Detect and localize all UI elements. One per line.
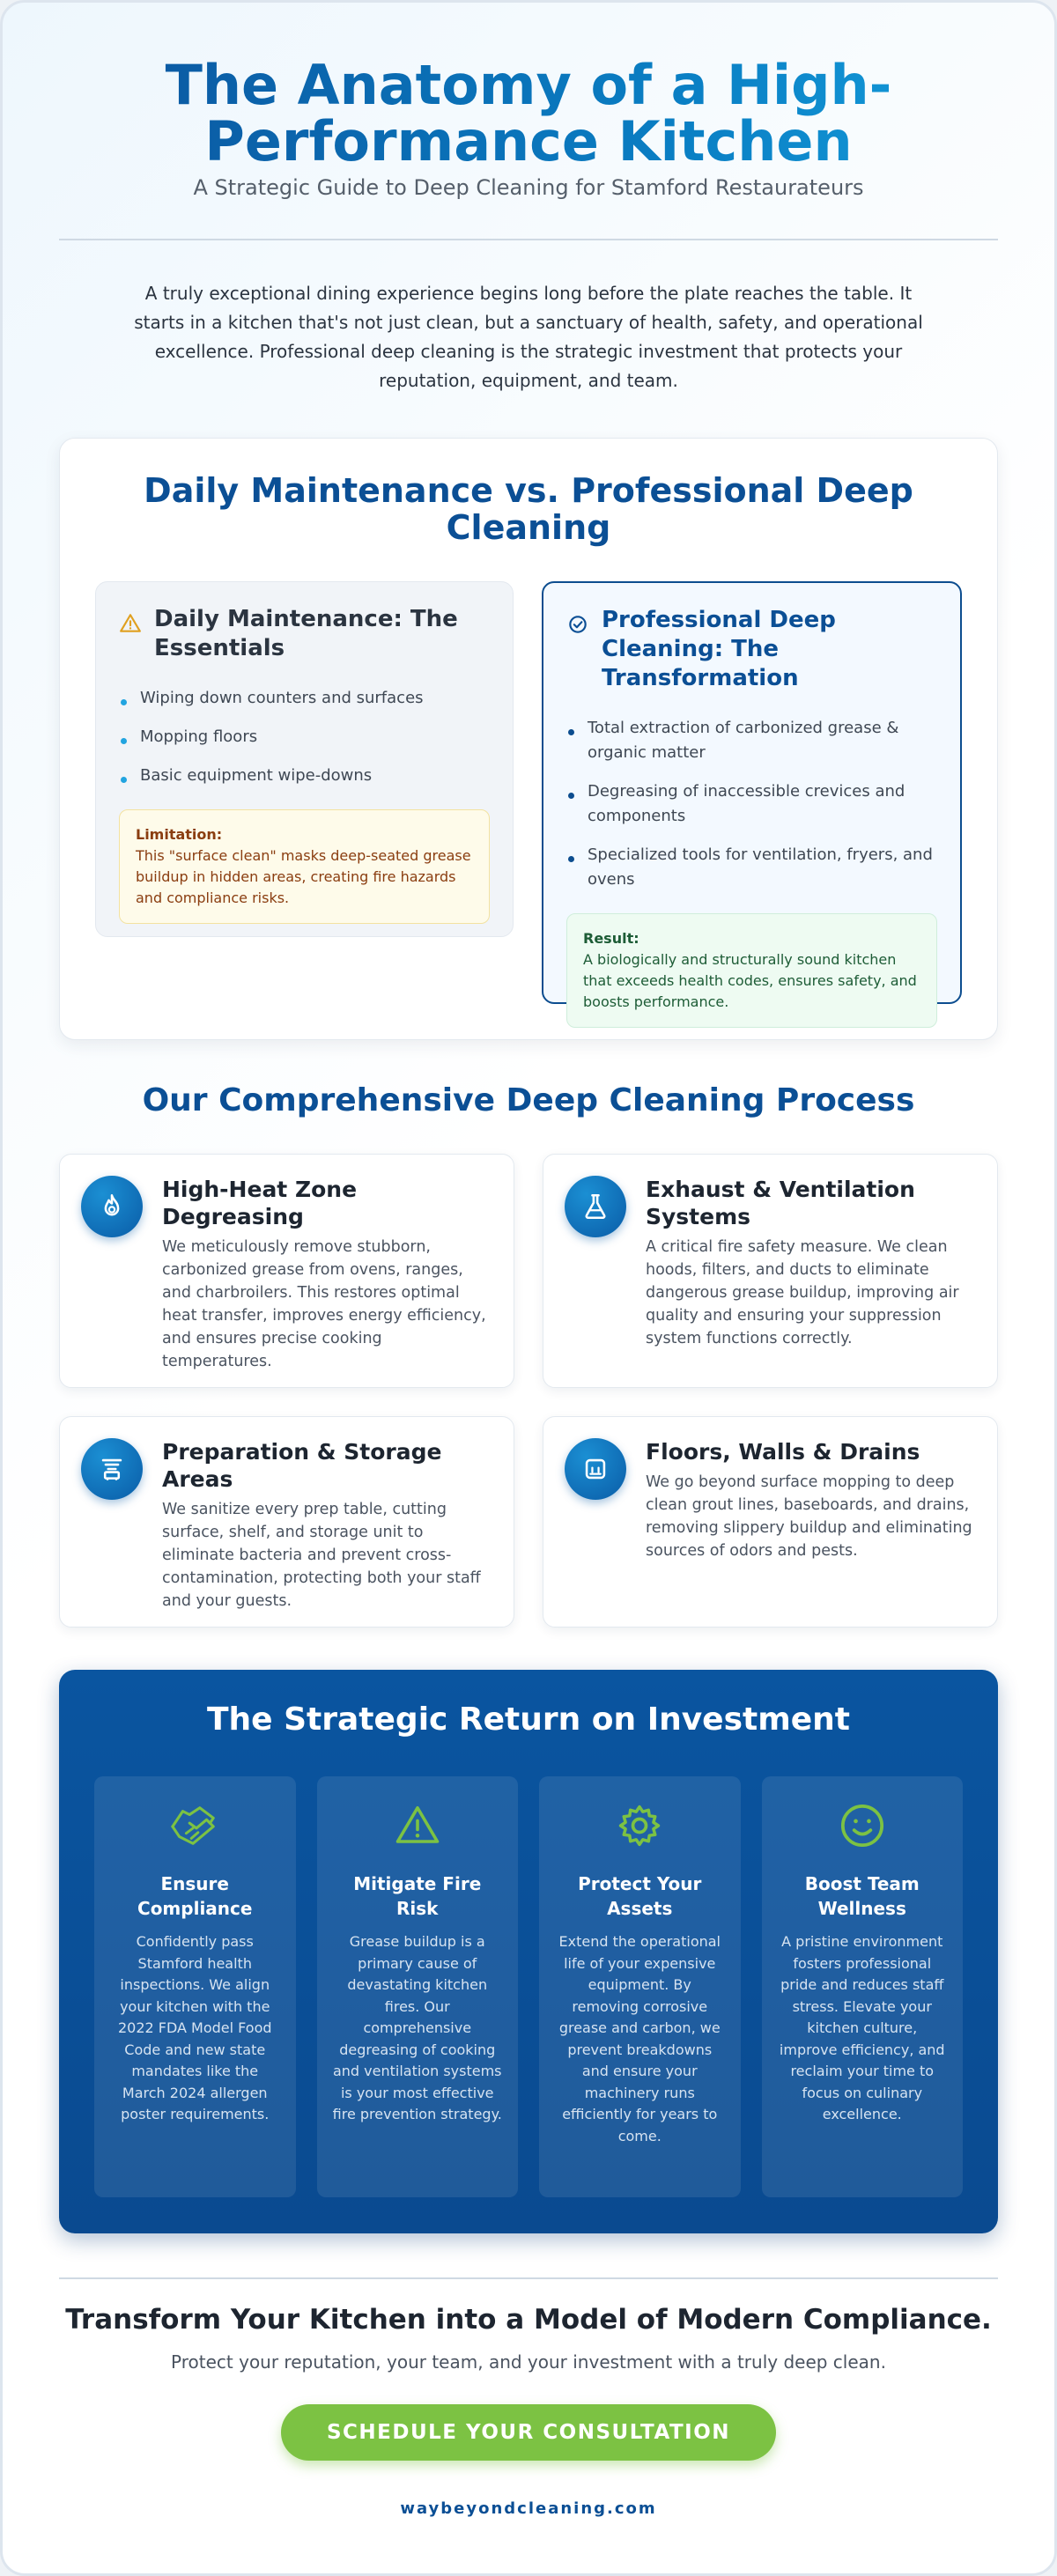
roi-card-title: Protect Your Assets [578, 1873, 702, 1919]
roi-card-text: Confidently pass Stamford health inspections. We align your kitchen with the 2022 FDA Model Food Code and new state mandates like the March 2024 allergen poster requirements. [117, 1933, 272, 2122]
roi-card-wellness [762, 1776, 964, 2197]
result-label: Result: [583, 930, 639, 947]
cta-subtitle: Protect your reputation, your team, and your investment with a truly deep clean. [171, 2351, 886, 2373]
roi-card-text: Extend the operational life of your expensive equipment. By removing corrosive grease and carbon, we prevent breakdowns and ensure your machinery runs efficiently for years to come. [558, 1933, 721, 2144]
storage-shelf-icon [97, 1454, 127, 1484]
roi-grid [94, 1776, 963, 2197]
pro-panel-header [566, 606, 937, 693]
limitation-label: Limitation: [136, 826, 223, 843]
process-grid [59, 1154, 998, 1628]
roi-card-text: Grease buildup is a primary cause of devastating kitchen fires. Our comprehensive degreasing of cooking and ventilation systems is your most effective fire prevention strategy. [332, 1933, 502, 2122]
cta-title: Transform Your Kitchen into a Model of Modern Compliance. [65, 2304, 992, 2336]
service-title: Floors, Walls & Drains [646, 1439, 920, 1465]
service-card-prep-storage [59, 1416, 514, 1628]
flame-icon [97, 1192, 127, 1222]
handshake-icon [167, 1801, 222, 1850]
service-title: Exhaust & Ventilation Systems [646, 1177, 915, 1229]
list-item: Wiping down counters and surfaces [119, 686, 490, 711]
result-note [566, 913, 937, 1028]
comparison-grid [95, 581, 962, 1010]
roi-card-text: A pristine environment fosters professional pride and reduces staff stress. Elevate your kitchen culture, improve efficiency, and reclaim your time to focus on culinary excellence. [779, 1933, 945, 2122]
roi-section [59, 1670, 998, 2233]
service-text: We go beyond surface mopping to deep clean grout lines, baseboards, and drains, removing slippery buildup and eliminating sources of odors and pests. [646, 1473, 972, 1560]
limitation-note [119, 809, 490, 924]
roi-card-fire-risk [317, 1776, 519, 2197]
service-card-exhaust [543, 1154, 998, 1388]
gear-icon [615, 1801, 664, 1850]
warning-triangle-icon [119, 612, 142, 635]
roi-card-title: Mitigate Fire Risk [353, 1873, 482, 1919]
service-card-floors [543, 1416, 998, 1628]
flask-icon [580, 1192, 610, 1222]
hero [3, 3, 1054, 200]
comparison-title: Daily Maintenance vs. Professional Deep Cleaning [144, 471, 913, 547]
page-subtitle: A Strategic Guide to Deep Cleaning for Stamford Restaurateurs [193, 175, 864, 200]
alert-triangle-icon [392, 1802, 443, 1849]
divider [59, 2277, 998, 2279]
service-card-high-heat [59, 1154, 514, 1388]
pro-list [566, 716, 937, 892]
intro-paragraph: A truly exceptional dining experience begins long before the plate reaches the table. It starts in a kitchen that's not just clean, but a sanctuary of health, safety, and operational excellence. Professional deep cleaning is the strategic investment that protects your reputation, equipment, and team. [134, 283, 923, 391]
daily-panel-heading: Daily Maintenance: The Essentials [154, 606, 458, 661]
daily-maintenance-panel [95, 581, 514, 937]
service-title: High-Heat Zone Degreasing [162, 1177, 358, 1229]
service-title: Preparation & Storage Areas [162, 1439, 442, 1492]
comparison-card [59, 438, 998, 1040]
pro-panel-heading: Professional Deep Cleaning: The Transformation [602, 607, 836, 691]
list-item: Total extraction of carbonized grease & organic matter [566, 716, 937, 765]
smile-icon [838, 1801, 887, 1850]
cta-section [3, 2304, 1054, 2518]
service-icon-badge [565, 1176, 626, 1237]
roi-card-title: Ensure Compliance [137, 1873, 253, 1919]
service-text: We meticulously remove stubborn, carbonized grease from ovens, ranges, and charbroilers. This restores optimal heat transfer, improves energy efficiency, and ensures precise cooking temperatures. [162, 1238, 486, 1370]
roi-card-compliance [94, 1776, 296, 2197]
professional-cleaning-panel [542, 581, 962, 1010]
daily-panel-header [119, 605, 490, 663]
page-title: The Anatomy of a High-Performance Kitchen [132, 57, 925, 170]
service-icon-badge [81, 1176, 143, 1237]
list-item: Mopping floors [119, 725, 490, 749]
process-title: Our Comprehensive Deep Cleaning Process [142, 1082, 915, 1118]
result-text: A biologically and structurally sound kitchen that exceeds health codes, ensures safety, and boosts performance. [583, 951, 917, 1010]
schedule-consultation-button[interactable]: SCHEDULE YOUR CONSULTATION [281, 2404, 776, 2461]
limitation-text: This "surface clean" masks deep-seated grease buildup in hidden areas, creating fire hazards and compliance risks. [136, 847, 471, 906]
list-item: Specialized tools for ventilation, fryers, and ovens [566, 843, 937, 892]
check-circle-icon [566, 613, 589, 636]
service-text: We sanitize every prep table, cutting surface, shelf, and storage unit to eliminate bacteria and prevent cross-contamination, protecting both your staff and your guests. [162, 1501, 481, 1610]
service-icon-badge [565, 1438, 626, 1500]
floor-drain-icon [580, 1454, 610, 1484]
service-icon-badge [81, 1438, 143, 1500]
roi-card-title: Boost Team Wellness [804, 1873, 920, 1919]
service-text: A critical fire safety measure. We clean hoods, filters, and ducts to eliminate dangerous grease buildup, improving air quality and ensuring your suppression system functions correctly. [646, 1238, 959, 1347]
list-item: Degreasing of inaccessible crevices and components [566, 779, 937, 829]
divider [59, 239, 998, 240]
daily-list [119, 686, 490, 788]
list-item: Basic equipment wipe-downs [119, 764, 490, 788]
roi-card-assets [539, 1776, 741, 2197]
website-link[interactable]: waybeyondcleaning.com [400, 2499, 657, 2518]
roi-title: The Strategic Return on Investment [206, 1701, 851, 1738]
